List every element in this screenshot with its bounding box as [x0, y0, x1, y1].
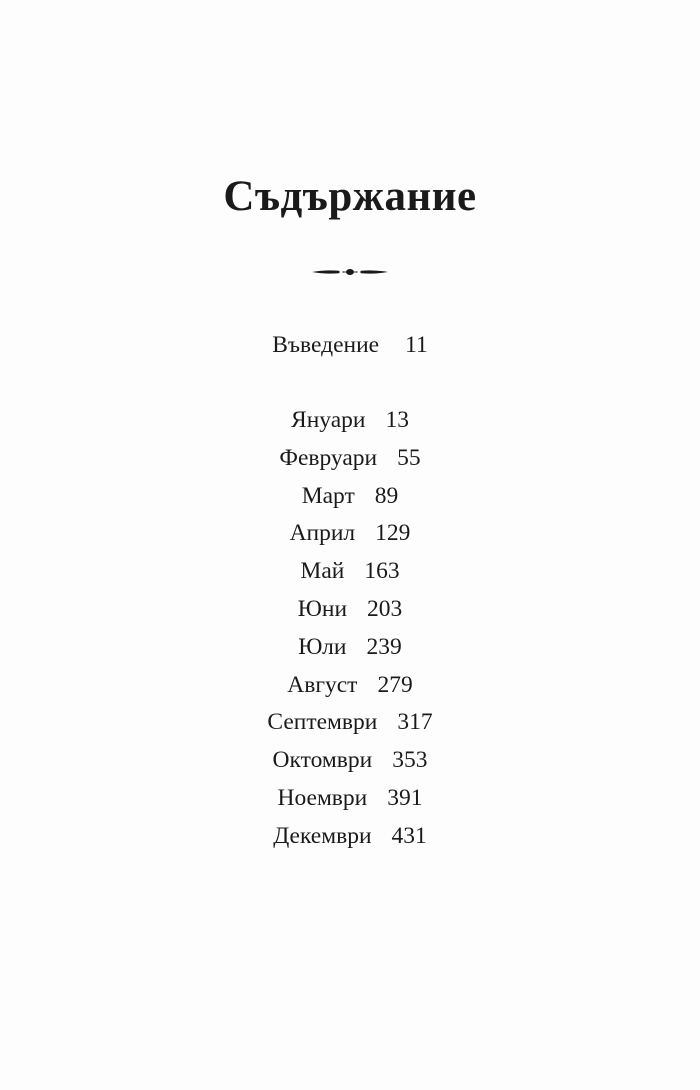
toc-label: Август: [287, 671, 358, 698]
toc-page-number: 279: [377, 671, 413, 698]
toc-page-number: 431: [391, 822, 427, 849]
toc-page-number: 203: [367, 595, 403, 622]
toc-label: Септември: [267, 709, 378, 736]
ornament-divider-icon: [310, 265, 390, 279]
toc-page-number: 13: [385, 407, 409, 433]
toc-label: Декември: [273, 822, 372, 849]
toc-label: Юли: [298, 633, 347, 660]
toc-label: Май: [300, 558, 345, 585]
toc-entry[interactable]: [0, 443, 700, 481]
toc-entry[interactable]: [0, 632, 700, 670]
toc-page-number: 89: [374, 482, 399, 509]
toc-page-number: 239: [366, 633, 402, 660]
toc-entry[interactable]: [0, 594, 700, 632]
toc-page-number: 129: [375, 520, 411, 547]
toc-label: Юни: [297, 595, 348, 622]
toc-entry[interactable]: [0, 745, 700, 783]
toc-label: Октомври: [272, 747, 373, 774]
page-title: Съдържание: [223, 173, 477, 220]
toc-page-number: 391: [387, 784, 423, 811]
toc-page-number: 11: [405, 332, 428, 358]
toc-entry[interactable]: [0, 518, 700, 556]
toc-label: Въведение: [272, 332, 380, 358]
toc-entry[interactable]: [0, 821, 700, 859]
toc-entry[interactable]: [0, 707, 700, 745]
toc-label: Април: [289, 520, 356, 547]
toc-entry[interactable]: [0, 556, 700, 594]
toc-page-number: 353: [392, 747, 428, 774]
toc-label: Март: [301, 482, 355, 509]
toc-label: Февруари: [279, 444, 378, 471]
toc-label: Ноември: [277, 784, 368, 811]
toc-page-number: 55: [397, 444, 421, 471]
toc-label: Януари: [291, 407, 366, 433]
toc-entry[interactable]: [0, 481, 700, 519]
toc-page-number: 317: [397, 709, 433, 736]
toc-entry[interactable]: [0, 783, 700, 821]
toc-entry-intro[interactable]: [0, 330, 700, 360]
toc-entry[interactable]: [0, 405, 700, 443]
toc-months-list: [0, 405, 700, 859]
toc-page-number: 163: [364, 558, 400, 585]
toc-entry[interactable]: [0, 670, 700, 708]
